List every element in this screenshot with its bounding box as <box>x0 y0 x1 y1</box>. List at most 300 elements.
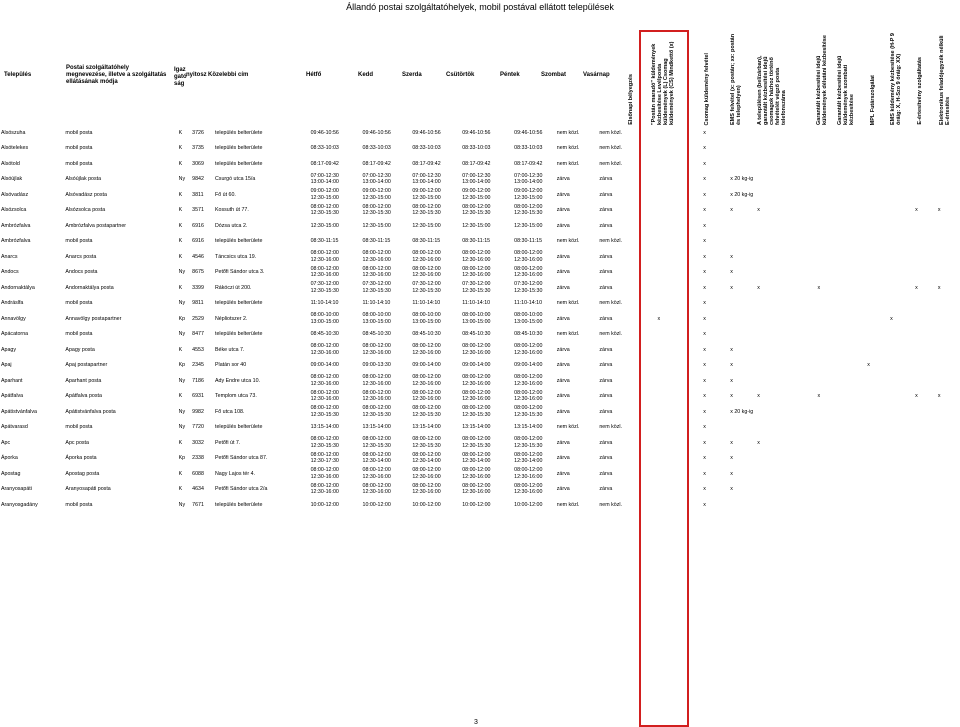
cell-v3: x <box>703 145 706 151</box>
cell-v11 <box>937 497 960 513</box>
time-range: 12:30-16:00 <box>362 380 391 387</box>
cell-vas: nem közl. <box>599 424 623 430</box>
cell-nyit: 3735 <box>192 145 204 151</box>
cell-v9 <box>889 466 914 482</box>
table-row <box>0 156 960 172</box>
cell-csu <box>461 172 513 188</box>
cell-v1 <box>640 296 657 312</box>
cell-v1 <box>640 482 657 498</box>
cell-v8 <box>866 466 889 482</box>
time-range: 12:30-16:00 <box>310 272 339 279</box>
cell-v9 <box>889 234 914 250</box>
time-range: 12:30-16:00 <box>310 380 339 387</box>
cell-sze: 09:00-14:00 <box>412 362 441 368</box>
cell-v4: x <box>730 207 733 213</box>
cell-cim: Petőfi Sándor utca 2/a <box>214 486 268 492</box>
time-range: 12:30-15:30 <box>514 442 543 449</box>
cell-v10 <box>914 373 937 389</box>
cell-szo: zárva <box>556 486 570 492</box>
cell-ig: K <box>178 346 183 353</box>
cell-v7 <box>841 125 866 141</box>
cell-szo: nem közl. <box>556 300 580 306</box>
cell-v11 <box>937 311 960 327</box>
cell-v11 <box>937 187 960 203</box>
cell-sze: 08:30-11:15 <box>412 238 441 244</box>
time-range: 08:00-12:00 <box>412 467 441 474</box>
cell-ked: 13:15-14:00 <box>362 424 391 430</box>
cell-v7 <box>841 451 866 467</box>
cell-szolgaltato: Apátfalva posta <box>65 393 102 399</box>
table-row <box>0 327 960 343</box>
cell-sze: 08:33-10:03 <box>412 145 441 151</box>
table-row <box>0 342 960 358</box>
cell-pen: 09:46-10:56 <box>514 129 543 136</box>
cell-v1 <box>640 156 657 172</box>
cell-v4: x <box>730 393 733 399</box>
cell-v8 <box>866 156 889 172</box>
cell-v2 <box>657 187 703 203</box>
time-range: 12:30-16:00 <box>310 349 339 356</box>
cell-pen: 12:30-15:00 <box>514 222 543 229</box>
header-telepules: Település <box>4 71 32 78</box>
time-range: 08:00-10:00 <box>462 312 491 319</box>
cell-pen <box>513 404 556 420</box>
time-range: 08:00-12:00 <box>310 343 339 350</box>
cell-szolgaltato: Annavölgy postapartner <box>65 315 122 322</box>
cell-het: 09:00-14:00 <box>310 362 339 368</box>
cell-v4: x 20 kg-ig <box>730 408 754 415</box>
cell-v11: x <box>937 284 941 291</box>
time-range: 08:00-12:00 <box>514 451 543 458</box>
cell-v7 <box>841 420 866 436</box>
time-range: 12:30-14:00 <box>514 458 543 465</box>
table-row <box>0 249 960 265</box>
cell-v8 <box>866 265 889 281</box>
time-range: 08:00-12:00 <box>362 436 391 443</box>
time-range: 12:30-16:00 <box>462 349 491 356</box>
table-row <box>0 389 960 405</box>
cell-szolgaltato: Ambrózfalva postapartner <box>65 222 127 229</box>
cell-vas: nem közl. <box>599 300 623 306</box>
cell-szo: zárva <box>556 377 570 384</box>
cell-het <box>310 203 362 219</box>
cell-v9 <box>889 296 914 312</box>
cell-v10 <box>914 125 937 141</box>
table-row <box>0 218 960 234</box>
cell-v8 <box>866 296 889 312</box>
table-row <box>0 311 960 327</box>
cell-v2 <box>657 280 703 296</box>
cell-v1 <box>640 203 657 219</box>
cell-vas: zárva <box>599 377 613 384</box>
time-range: 09:00-12:00 <box>462 188 491 195</box>
cell-nyit: 9811 <box>192 300 204 306</box>
table-row <box>0 265 960 281</box>
cell-csu <box>461 249 513 265</box>
cell-v7 <box>841 497 866 513</box>
cell-v11: x <box>937 393 941 399</box>
cell-v3: x <box>703 207 706 213</box>
table-row <box>0 187 960 203</box>
time-range: 09:00-12:00 <box>412 188 441 195</box>
time-range: 12:30-16:00 <box>514 489 543 496</box>
cell-v8 <box>866 342 889 358</box>
cell-szo: nem közl. <box>556 424 580 430</box>
cell-v5 <box>756 466 816 482</box>
cell-cim: Népliotszer 2. <box>214 315 248 322</box>
cell-v8 <box>866 373 889 389</box>
cell-telepules: Andornaktálya <box>1 284 35 291</box>
time-range: 08:00-12:00 <box>462 265 491 272</box>
cell-v6 <box>816 482 841 498</box>
cell-het <box>310 373 362 389</box>
cell-sze <box>411 311 461 327</box>
cell-v8 <box>866 234 889 250</box>
time-range: 08:00-12:00 <box>462 436 491 443</box>
cell-v4: x <box>730 439 733 446</box>
time-range: 09:00-12:00 <box>310 188 339 195</box>
cell-pen <box>513 172 556 188</box>
cell-v2 <box>657 389 703 405</box>
cell-csu <box>461 373 513 389</box>
cell-v9 <box>889 451 914 467</box>
cell-szolgaltato: Apostag posta <box>65 470 100 477</box>
cell-ked: 09:46-10:56 <box>362 129 391 136</box>
cell-csu <box>461 451 513 467</box>
header-csutortok: Csütörtök <box>446 71 475 78</box>
page-title: Állandó postai szolgáltatóhelyek, mobil postával ellátott települések <box>346 2 614 12</box>
cell-v1 <box>640 311 657 327</box>
cell-het: 08:30-11:15 <box>310 238 339 244</box>
cell-vas: zárva <box>599 439 613 446</box>
cell-v3: x <box>703 424 706 430</box>
cell-vas: nem közl. <box>599 331 623 337</box>
cell-nyit: 3571 <box>192 207 204 213</box>
cell-vas: zárva <box>599 191 613 198</box>
time-range: 08:00-12:00 <box>514 343 543 350</box>
cell-v9 <box>889 156 914 172</box>
cell-v2 <box>657 404 703 420</box>
cell-v2: x <box>657 315 661 322</box>
cell-nyit: 3032 <box>192 439 204 446</box>
table-row <box>0 296 960 312</box>
time-range: 12:30-16:00 <box>514 396 543 403</box>
cell-pen <box>513 435 556 451</box>
cell-szolgaltato: Anarcs posta <box>65 253 97 260</box>
time-range: 12:30-15:30 <box>362 210 391 217</box>
header-szombat: Szombat <box>541 71 567 78</box>
cell-pen <box>513 265 556 281</box>
cell-ked <box>362 373 412 389</box>
cell-ked <box>362 389 412 405</box>
cell-ked <box>362 249 412 265</box>
cell-v4: x 20 kg-ig <box>730 191 754 198</box>
cell-cim: Rákóczi út 200. <box>214 284 252 291</box>
time-range: 08:00-12:00 <box>412 250 441 257</box>
cell-csu: 08:33-10:03 <box>462 145 491 151</box>
time-range: 12:30-14:00 <box>462 458 491 465</box>
cell-v10 <box>914 172 937 188</box>
cell-v7 <box>841 156 866 172</box>
cell-v1 <box>640 497 657 513</box>
cell-ked <box>362 466 412 482</box>
cell-v6 <box>816 327 841 343</box>
cell-telepules: Apostag <box>1 470 21 477</box>
cell-csu: 08:17-09:42 <box>462 160 491 167</box>
cell-het: 08:45-10:30 <box>310 331 339 337</box>
cell-szo: nem közl. <box>556 238 580 244</box>
cell-v9 <box>889 358 914 374</box>
cell-v5 <box>756 327 816 343</box>
cell-ig: Ny <box>178 176 186 182</box>
cell-ked <box>362 311 412 327</box>
cell-nyit: 2345 <box>192 362 204 368</box>
cell-cim: Nagy Lajos tér 4. <box>214 470 256 477</box>
cell-v4 <box>729 497 756 513</box>
cell-sze <box>411 203 461 219</box>
cell-nyit: 3399 <box>192 284 204 291</box>
cell-sze <box>411 249 461 265</box>
header-nyitosz: nyitosz <box>186 71 207 78</box>
cell-v11 <box>937 420 960 436</box>
time-range: 08:00-12:00 <box>362 250 391 257</box>
cell-cim: Csurgó utca 15/a <box>214 176 256 182</box>
time-range: 08:00-12:00 <box>412 389 441 396</box>
cell-sze <box>411 482 461 498</box>
header-csomag-felvetel: Csomag küldemény felvétel <box>703 52 710 125</box>
time-range: 08:00-12:00 <box>514 203 543 210</box>
cell-v4 <box>729 125 756 141</box>
time-range: 08:00-12:00 <box>412 482 441 489</box>
time-range: 12:30-15:30 <box>310 287 339 294</box>
cell-cim: Petőfi út 7. <box>214 439 241 446</box>
cell-v10: x <box>915 207 918 213</box>
cell-v5 <box>756 358 816 374</box>
cell-ig: Kp <box>178 455 186 461</box>
cell-csu <box>461 311 513 327</box>
cell-ig: K <box>178 253 183 260</box>
cell-v4 <box>729 327 756 343</box>
cell-szo: zárva <box>556 191 570 198</box>
cell-v5 <box>756 482 816 498</box>
table-row <box>0 125 960 141</box>
cell-sze <box>411 187 461 203</box>
cell-szo: zárva <box>556 176 570 182</box>
time-range: 08:00-12:00 <box>462 389 491 396</box>
cell-csu: 08:30-11:15 <box>462 238 491 244</box>
cell-v6: x <box>817 284 821 291</box>
cell-pen <box>513 311 556 327</box>
time-range: 12:30-15:00 <box>412 194 441 201</box>
cell-szo: zárva <box>556 284 570 291</box>
cell-telepules: Apácatorna <box>1 331 29 337</box>
time-range: 09:00-12:00 <box>362 188 391 195</box>
time-range: 13:00-14:00 <box>362 179 391 186</box>
cell-csu <box>461 482 513 498</box>
cell-v1 <box>640 451 657 467</box>
cell-v3: x <box>703 315 706 322</box>
cell-v7 <box>841 373 866 389</box>
time-range: 12:30-16:00 <box>412 256 441 263</box>
cell-csu: 12:30-15:00 <box>462 222 491 229</box>
cell-v1 <box>640 234 657 250</box>
cell-sze <box>411 389 461 405</box>
cell-v11 <box>937 482 960 498</box>
cell-ig: K <box>178 284 183 291</box>
cell-ig: K <box>178 439 183 446</box>
cell-telepules: Aranyosapáti <box>1 486 32 492</box>
cell-v5: x <box>757 393 760 399</box>
cell-het: 10:00-12:00 <box>310 501 339 508</box>
cell-telepules: Aranyosgadány <box>1 501 38 508</box>
time-range: 12:30-15:30 <box>310 210 339 217</box>
time-range: 08:00-12:00 <box>362 265 391 272</box>
cell-v1 <box>640 358 657 374</box>
cell-vas: zárva <box>599 284 613 291</box>
time-range: 12:30-16:00 <box>412 489 441 496</box>
time-range: 08:00-12:00 <box>462 203 491 210</box>
cell-v8 <box>866 218 889 234</box>
cell-v11 <box>937 435 960 451</box>
cell-v10 <box>914 156 937 172</box>
time-range: 12:30-16:00 <box>362 256 391 263</box>
cell-v10 <box>914 497 937 513</box>
time-range: 12:30-15:30 <box>412 210 441 217</box>
cell-ig: Ny <box>178 269 186 275</box>
cell-ked <box>362 451 412 467</box>
time-range: 12:30-16:00 <box>514 380 543 387</box>
cell-het <box>310 404 362 420</box>
cell-v5 <box>756 249 816 265</box>
cell-szolgaltato: mobil posta <box>65 160 93 167</box>
cell-pen: 13:15-14:00 <box>514 424 543 430</box>
cell-cim: Fő út 60. <box>214 191 236 198</box>
cell-v11 <box>937 296 960 312</box>
cell-v7 <box>841 280 866 296</box>
cell-v4: x <box>730 253 733 260</box>
cell-cim: település belterülete <box>214 160 263 167</box>
cell-v11 <box>937 466 960 482</box>
cell-v3: x <box>703 346 706 353</box>
time-range: 08:00-12:00 <box>412 374 441 381</box>
table-header <box>0 30 960 125</box>
cell-v6 <box>816 125 841 141</box>
cell-v3: x <box>703 253 706 260</box>
cell-szolgaltato: Andocs posta <box>65 269 98 275</box>
cell-v10 <box>914 342 937 358</box>
table-row <box>0 172 960 188</box>
time-range: 12:30-16:00 <box>362 349 391 356</box>
time-range: 08:00-12:00 <box>362 343 391 350</box>
cell-v2 <box>657 141 703 157</box>
cell-sze <box>411 466 461 482</box>
cell-het <box>310 482 362 498</box>
cell-csu: 13:15-14:00 <box>462 424 491 430</box>
time-range: 12:30-14:00 <box>362 458 391 465</box>
cell-het: 12:30-15:00 <box>310 222 339 229</box>
cell-v6 <box>816 141 841 157</box>
cell-v2 <box>657 482 703 498</box>
cell-szolgaltato: Apaj postapartner <box>65 362 108 368</box>
cell-nyit: 7186 <box>192 377 204 384</box>
time-range: 12:30-16:00 <box>514 256 543 263</box>
cell-szo: zárva <box>556 207 570 213</box>
cell-szolgaltato: mobil posta <box>65 145 93 151</box>
cell-csu: 09:00-14:00 <box>462 362 491 368</box>
time-range: 08:00-12:00 <box>412 436 441 443</box>
time-range: 13:00-14:00 <box>514 179 543 186</box>
time-range: 07:00-12:30 <box>412 172 441 179</box>
cell-v4: x <box>730 362 733 368</box>
table-row <box>0 466 960 482</box>
cell-v10 <box>914 420 937 436</box>
header-cim: Közelebbi cím <box>208 71 249 78</box>
time-range: 07:00-12:30 <box>362 172 391 179</box>
cell-v11 <box>937 249 960 265</box>
cell-v9 <box>889 342 914 358</box>
cell-nyit: 2529 <box>192 315 204 322</box>
cell-sze: 13:15-14:00 <box>412 424 441 430</box>
time-range: 12:30-16:00 <box>310 473 339 480</box>
time-range: 08:00-12:00 <box>514 389 543 396</box>
cell-sze: 12:30-15:00 <box>412 222 441 229</box>
cell-szo: zárva <box>556 439 570 446</box>
cell-v3: x <box>703 238 706 244</box>
cell-szolgaltato: Alsóvadász posta <box>65 191 107 198</box>
time-range: 08:00-12:00 <box>310 482 339 489</box>
time-range: 08:00-12:00 <box>514 436 543 443</box>
cell-sze: 11:10-14:10 <box>412 300 441 306</box>
cell-het <box>310 451 362 467</box>
cell-v1 <box>640 265 657 281</box>
cell-v5 <box>756 373 816 389</box>
cell-v6 <box>816 218 841 234</box>
cell-pen <box>513 249 556 265</box>
time-range: 08:00-12:00 <box>362 451 391 458</box>
cell-v5 <box>756 296 816 312</box>
cell-v11 <box>937 156 960 172</box>
cell-sze <box>411 265 461 281</box>
cell-ig: K <box>178 191 183 198</box>
cell-v7 <box>841 234 866 250</box>
cell-szo: nem közl. <box>556 160 580 167</box>
cell-v7 <box>841 172 866 188</box>
cell-v9 <box>889 141 914 157</box>
cell-v5 <box>756 187 816 203</box>
cell-v9 <box>889 265 914 281</box>
cell-het: 08:33-10:03 <box>310 145 339 151</box>
cell-szolgaltato: mobil posta <box>65 501 93 508</box>
time-range: 07:00-12:30 <box>310 172 339 179</box>
cell-pen <box>513 280 556 296</box>
cell-szo: nem közl. <box>556 129 580 136</box>
cell-szolgaltato: mobil posta <box>65 238 93 244</box>
cell-het: 11:10-14:10 <box>310 300 339 306</box>
header-kedd: Kedd <box>358 71 373 78</box>
cell-szo: nem közl. <box>556 501 580 508</box>
cell-ig: K <box>178 393 183 399</box>
time-range: 12:30-16:00 <box>514 473 543 480</box>
cell-v5: x <box>757 439 760 446</box>
cell-telepules: Apagy <box>1 346 17 353</box>
cell-vas: zárva <box>599 269 613 275</box>
time-range: 12:30-16:00 <box>462 473 491 480</box>
cell-v8 <box>866 404 889 420</box>
time-range: 12:30-15:30 <box>462 210 491 217</box>
time-range: 12:30-15:30 <box>310 442 339 449</box>
cell-vas: zárva <box>599 176 613 182</box>
cell-het <box>310 311 362 327</box>
